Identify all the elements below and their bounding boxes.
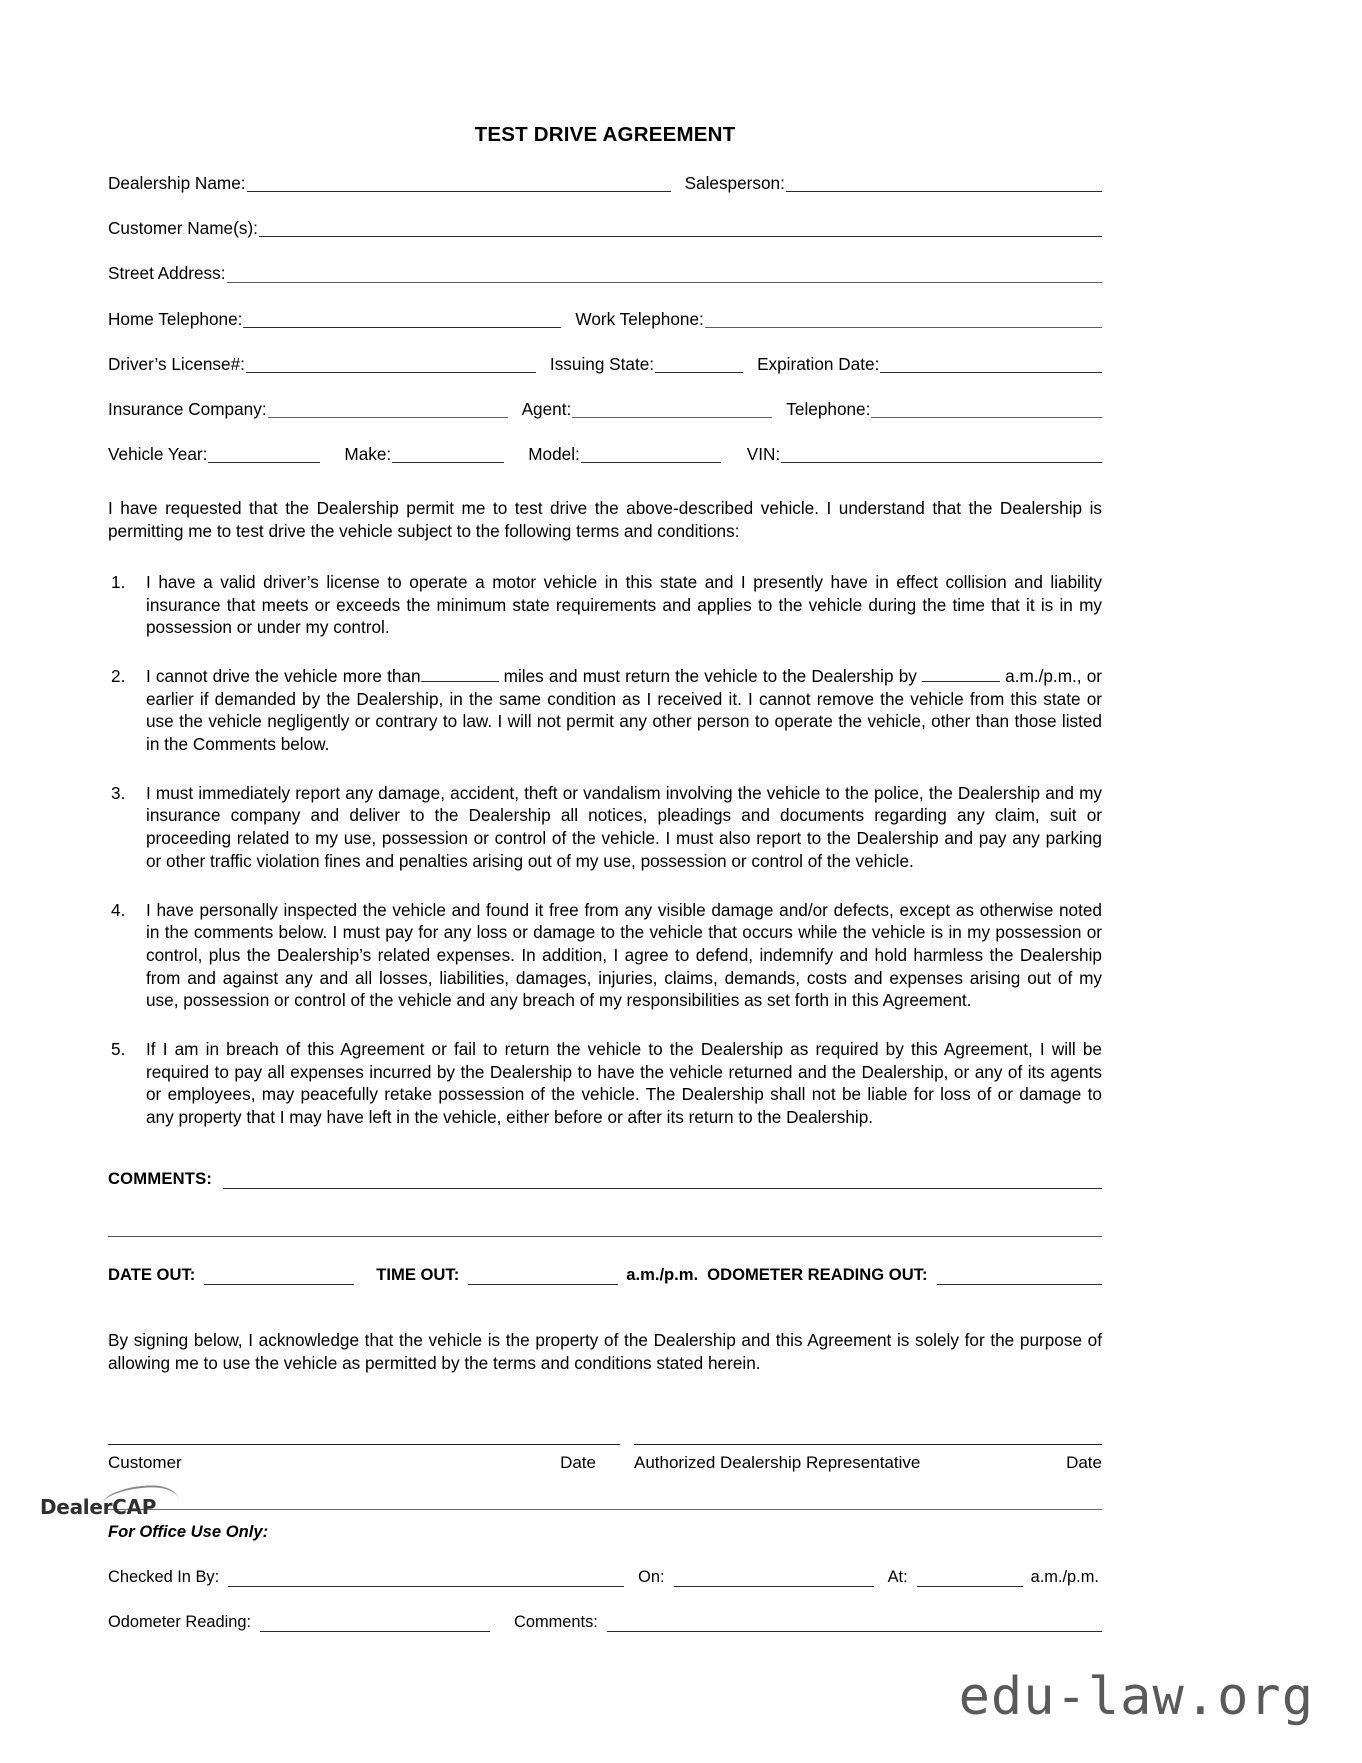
- input-salesperson[interactable]: [786, 177, 1102, 192]
- label-representative-date: Date: [1066, 1453, 1102, 1473]
- signature-line-customer[interactable]: [108, 1444, 620, 1445]
- label-expiration-date: Expiration Date:: [757, 353, 880, 374]
- label-home-telephone: Home Telephone:: [108, 308, 243, 329]
- label-representative-signature: Authorized Dealership Representative: [634, 1453, 921, 1473]
- label-odometer-reading: Odometer Reading:: [108, 1613, 252, 1632]
- comments-row: [108, 1169, 1102, 1189]
- label-insurance-company: Insurance Company:: [108, 399, 267, 420]
- field-row-telephones: [108, 308, 1102, 329]
- field-row-vehicle: [108, 446, 1102, 463]
- input-date-out[interactable]: [204, 1270, 354, 1285]
- label-agent: Agent:: [521, 399, 572, 420]
- input-street-address[interactable]: [227, 268, 1102, 283]
- field-row-dealership: [108, 175, 1102, 192]
- input-drivers-license[interactable]: [246, 358, 536, 373]
- label-comments: COMMENTS:: [108, 1168, 213, 1188]
- term-2-part2: miles and must return the vehicle to the Dealership by: [503, 665, 917, 686]
- label-drivers-license: Driver’s License#:: [108, 353, 245, 374]
- document-sheet: [108, 0, 1102, 1632]
- page-title: TEST DRIVE AGREEMENT: [474, 123, 736, 146]
- watermark: edu-law.org: [958, 1667, 1314, 1727]
- field-row-insurance: [108, 401, 1102, 418]
- label-customer-signature: Customer: [108, 1453, 182, 1473]
- label-odometer-out: ODOMETER READING OUT:: [707, 1264, 928, 1284]
- input-make[interactable]: [392, 448, 504, 463]
- input-checked-in-on[interactable]: [674, 1572, 874, 1587]
- term-item-3: I must immediately report any damage, accident, theft or vandalism involving the vehicle to the police, the Dealership and my insurance company and deliver to the Dealership all notices, pleadings and documents regarding any claim, suit or proceeding related to my use, possession or control of the vehicle. I must also report to the Dealership and pay any parking or other traffic violation fines and penalties arising out of my use, possession or control of the vehicle.: [146, 782, 1102, 871]
- label-vehicle-year: Vehicle Year:: [108, 444, 208, 465]
- label-time-out: TIME OUT:: [376, 1264, 460, 1284]
- field-row-license: [108, 353, 1102, 374]
- label-model: Model:: [528, 444, 580, 465]
- label-checked-in-ampm: a.m./p.m.: [1030, 1568, 1099, 1587]
- input-agent[interactable]: [572, 403, 772, 418]
- input-office-comments[interactable]: [607, 1617, 1102, 1632]
- field-row-customer-names: [108, 220, 1102, 237]
- input-return-time[interactable]: [922, 669, 1000, 682]
- term-item-4: I have personally inspected the vehicle and found it free from any visible damage and/or defects, except as otherwise noted in the comments below. I must pay for any loss or damage to the vehicle that occurs while the vehicle is in my possession or control, plus the Dealership’s related expenses. In addition, I agree to defend, indemnify and hold harmless the Dealership from and against any and all losses, liabilities, damages, injuries, claims, demands, costs and expenses arising out of my use, possession or control of the vehicle and any breach of my responsibilities as set forth in this Agreement.: [146, 899, 1102, 1011]
- input-dealership-name[interactable]: [247, 177, 671, 192]
- label-issuing-state: Issuing State:: [549, 353, 655, 374]
- term-item-5: If I am in breach of this Agreement or fail to return the vehicle to the Dealership as required by this Agreement, I will be required to pay all expenses incurred by the Dealership to have the vehicle returned and the Dealership, or any of its agents or employees, may peacefully retake possession of the vehicle. The Dealership shall not be liable for loss of or damage to any property that I may have left in the vehicle, either before or after its return to the Dealership.: [146, 1039, 1102, 1128]
- input-time-out[interactable]: [468, 1270, 618, 1285]
- terms-list: [108, 571, 1102, 1129]
- term-item-2: [108, 665, 1102, 756]
- label-checked-in-on: On:: [638, 1568, 665, 1587]
- label-date-out: DATE OUT:: [108, 1264, 196, 1284]
- label-insurance-telephone: Telephone:: [786, 399, 871, 420]
- input-customer-names[interactable]: [259, 222, 1102, 237]
- input-odometer-reading[interactable]: [260, 1617, 490, 1632]
- input-checked-in-at[interactable]: [917, 1572, 1023, 1587]
- input-odometer-out[interactable]: [937, 1270, 1102, 1285]
- input-vin[interactable]: [781, 448, 1102, 463]
- logo-text: DealerCAP: [40, 1495, 157, 1519]
- field-row-street-address: [108, 265, 1102, 282]
- dealercap-logo: [40, 1495, 190, 1519]
- signature-block: [108, 1444, 1102, 1473]
- label-office-comments: Comments:: [514, 1613, 598, 1632]
- label-dealership-name: Dealership Name:: [108, 173, 246, 193]
- input-insurance-telephone[interactable]: [871, 403, 1102, 418]
- label-customer-date: Date: [560, 1453, 596, 1473]
- input-comments-line-1[interactable]: [223, 1174, 1102, 1189]
- label-street-address: Street Address:: [108, 263, 226, 284]
- input-insurance-company[interactable]: [268, 403, 508, 418]
- office-use-divider: [108, 1509, 1102, 1510]
- signature-column-representative: [634, 1444, 1102, 1473]
- term-2-part1: I cannot drive the vehicle more than: [146, 665, 421, 686]
- office-use-title: For Office Use Only:: [108, 1522, 269, 1542]
- input-max-miles[interactable]: [421, 669, 499, 682]
- term-item-1: I have a valid driver’s license to operate a motor vehicle in this state and I presently have in effect collision and liability insurance that meets or exceeds the minimum state requirements and applies to the vehicle during the time that it is in my possession or under my control.: [146, 571, 1102, 638]
- acknowledgement-paragraph: By signing below, I acknowledge that the vehicle is the property of the Dealership and this Agreement is solely for the purpose of allowing me to use the vehicle as permitted by the terms and conditions stated herein.: [108, 1329, 1102, 1373]
- label-checked-in-by: Checked In By:: [108, 1568, 220, 1587]
- label-checked-in-at: At:: [887, 1568, 908, 1587]
- signature-column-customer: [108, 1444, 620, 1473]
- label-ampm-out: a.m./p.m.: [626, 1264, 699, 1284]
- input-work-telephone[interactable]: [705, 313, 1102, 328]
- input-home-telephone[interactable]: [243, 313, 561, 328]
- checkout-row: [108, 1265, 1102, 1285]
- input-model[interactable]: [581, 448, 721, 463]
- office-row-checked-in: [108, 1568, 1102, 1587]
- office-row-odometer: [108, 1613, 1102, 1632]
- input-vehicle-year[interactable]: [208, 448, 320, 463]
- signature-line-representative[interactable]: [634, 1444, 1102, 1445]
- input-issuing-state[interactable]: [655, 358, 743, 373]
- label-salesperson: Salesperson:: [684, 173, 785, 193]
- label-work-telephone: Work Telephone:: [575, 308, 704, 329]
- input-comments-line-2[interactable]: [108, 1189, 1102, 1237]
- term-2-part3: a.m./p.m., or earlier if demanded by the Dealership, in the same condition as I received it. I cannot remove the vehicle from this state or use the vehicle negligently or contrary to law. I will not permit any other person to operate the vehicle, other than those listed in the Comments below.: [146, 665, 1103, 755]
- input-checked-in-by[interactable]: [228, 1572, 624, 1587]
- intro-paragraph: I have requested that the Dealership permit me to test drive the above-described vehicle. I understand that the Dealership is permitting me to test drive the vehicle subject to the following terms and conditions:: [108, 498, 1102, 542]
- label-customer-names: Customer Name(s):: [108, 218, 258, 239]
- input-expiration-date[interactable]: [880, 358, 1102, 373]
- label-vin: VIN:: [746, 444, 781, 465]
- label-make: Make:: [344, 444, 392, 465]
